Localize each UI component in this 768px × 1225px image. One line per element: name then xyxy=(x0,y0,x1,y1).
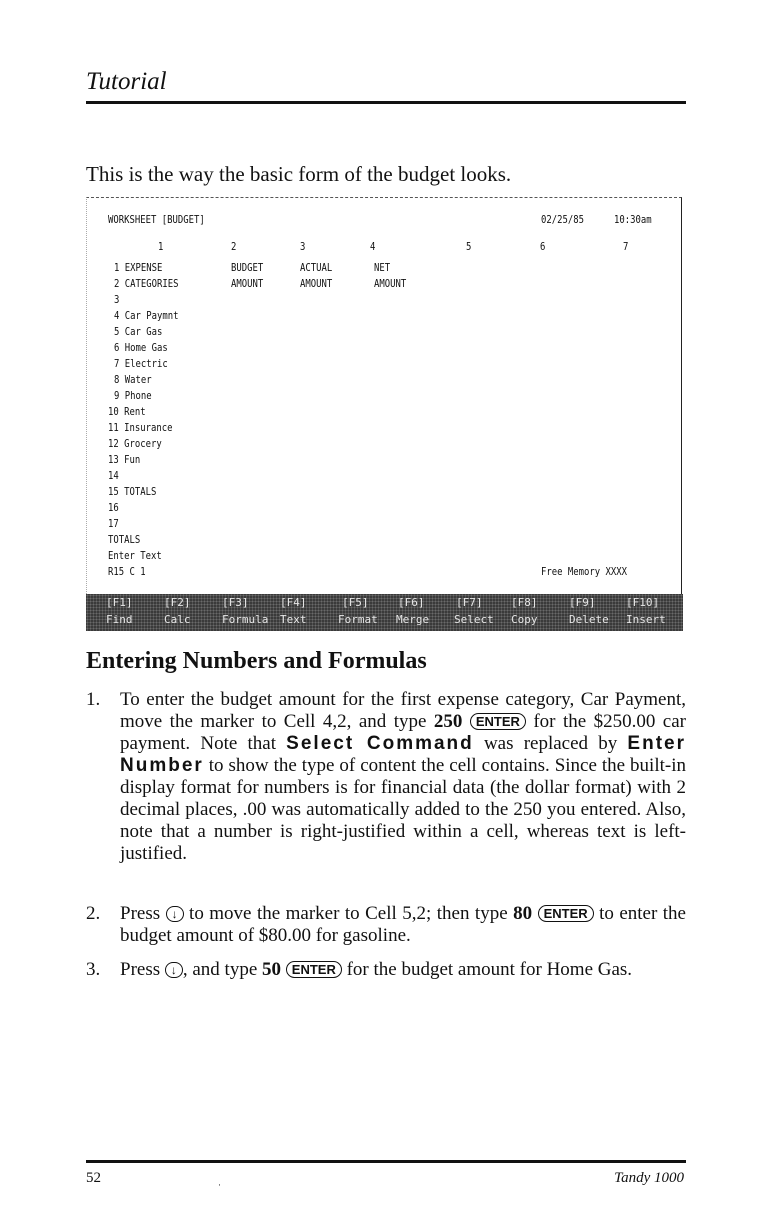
fkey-label: Text xyxy=(280,613,307,626)
step-2 xyxy=(86,903,686,947)
fkey-label: Copy xyxy=(511,613,538,626)
fkey-f1: [F1] xyxy=(106,596,133,609)
column-number: 2 xyxy=(231,241,237,253)
column-header: AMOUNT xyxy=(300,278,333,290)
fkey-f10: [F10] xyxy=(626,596,660,609)
column-number: 5 xyxy=(466,241,472,253)
section-heading: Entering Numbers and Formulas xyxy=(86,648,427,674)
row-label: 16 xyxy=(108,502,119,514)
fkey-label: Insert xyxy=(626,613,666,626)
enter-key-icon: ENTER xyxy=(286,961,342,978)
enter-key-icon: ENTER xyxy=(538,905,594,922)
row-label: 10 Rent xyxy=(108,406,146,418)
fkey-f7: [F7] xyxy=(456,596,483,609)
cell-reference: R15 C 1 xyxy=(108,566,146,578)
footer-brand: Tandy 1000 xyxy=(614,1170,684,1186)
row-label: 5 Car Gas xyxy=(114,326,163,338)
column-number: 3 xyxy=(300,241,306,253)
fkey-f8: [F8] xyxy=(511,596,538,609)
row-label: 17 xyxy=(108,518,119,530)
row-label: 9 Phone xyxy=(114,390,152,402)
step-number: 2. xyxy=(86,903,101,924)
fkey-f4: [F4] xyxy=(280,596,307,609)
row-label: 1 EXPENSE xyxy=(114,262,163,274)
column-number: 7 xyxy=(623,241,629,253)
worksheet-screen xyxy=(86,197,684,633)
header-rule xyxy=(86,101,686,104)
fkey-f2: [F2] xyxy=(164,596,191,609)
row-label: 8 Water xyxy=(114,374,152,386)
column-number: 6 xyxy=(540,241,546,253)
fkey-label: Formula xyxy=(222,613,269,626)
fkey-label: Calc xyxy=(164,613,191,626)
step-text: To enter the budget amount for the first expense category, Car Payment, move the marker to Cell 4,2, and type 250 ENTER for the $250.00 car payment. Note that Select Command was replaced by Enter Number to show the type of content the cell contains. Since the built-in display format for numbers is for financial data (the dollar format) with 2 decimal places, .00 was automatically added to the 250 you entered. Also, note that a number is right-justified within a cell, whereas text is left-justified. xyxy=(120,689,687,864)
status-line: TOTALS xyxy=(108,534,141,546)
row-label: 6 Home Gas xyxy=(114,342,168,354)
down-arrow-key-icon: ↓ xyxy=(166,906,184,922)
page-number: 52 xyxy=(86,1170,101,1186)
column-header: NET xyxy=(374,262,391,274)
code-text: Select Command xyxy=(286,733,474,754)
step-number: 1. xyxy=(86,689,101,710)
enter-key-icon: ENTER xyxy=(470,713,526,730)
fkey-f9: [F9] xyxy=(569,596,596,609)
fkey-label: Delete xyxy=(569,613,609,626)
print-speck: · xyxy=(218,1180,221,1190)
worksheet-time: 10:30am xyxy=(614,214,652,226)
step-number: 3. xyxy=(86,959,101,980)
function-key-bar xyxy=(86,594,683,631)
fkey-f6: [F6] xyxy=(398,596,425,609)
footer-rule xyxy=(86,1160,686,1163)
fkey-f3: [F3] xyxy=(222,596,249,609)
worksheet-date: 02/25/85 xyxy=(541,214,584,226)
mode-line: Enter Text xyxy=(108,550,162,562)
column-number: 4 xyxy=(370,241,376,253)
free-memory: Free Memory XXXX xyxy=(541,566,627,578)
row-label: 2 CATEGORIES xyxy=(114,278,179,290)
typed-value: 50 xyxy=(262,959,282,980)
running-header: Tutorial xyxy=(86,68,167,95)
row-label: 12 Grocery xyxy=(108,438,162,450)
row-label: 3 xyxy=(114,294,120,306)
step-text: Press ↓ , and type 50 ENTER for the budget amount for Home Gas. xyxy=(120,959,633,980)
fkey-label: Select xyxy=(454,613,494,626)
column-header: AMOUNT xyxy=(231,278,264,290)
column-header: AMOUNT xyxy=(374,278,407,290)
row-label: 14 xyxy=(108,470,119,482)
typed-value: 80 xyxy=(513,903,533,924)
column-number: 1 xyxy=(158,241,164,253)
worksheet-title: WORKSHEET [BUDGET] xyxy=(108,214,205,226)
step-1 xyxy=(86,689,686,887)
step-text: Press ↓ to move the marker to Cell 5,2; then type 80 ENTER to enter the budget amount of $80.00 for gasoline. xyxy=(120,903,686,946)
row-label: 11 Insurance xyxy=(108,422,173,434)
column-header: ACTUAL xyxy=(300,262,333,274)
row-label: 7 Electric xyxy=(114,358,168,370)
typed-value: 250 xyxy=(433,711,463,732)
intro-text: This is the way the basic form of the budget looks. xyxy=(86,162,512,186)
row-label: 4 Car Paymnt xyxy=(114,310,179,322)
code-text: Enter Number xyxy=(120,733,686,776)
row-label: 15 TOTALS xyxy=(108,486,157,498)
column-header: BUDGET xyxy=(231,262,264,274)
down-arrow-key-icon: ↓ xyxy=(165,962,183,978)
step-3 xyxy=(86,959,686,1003)
row-label: 13 Fun xyxy=(108,454,141,466)
fkey-label: Merge xyxy=(396,613,430,626)
fkey-f5: [F5] xyxy=(342,596,369,609)
fkey-label: Format xyxy=(338,613,378,626)
fkey-label: Find xyxy=(106,613,133,626)
screen-frame xyxy=(86,197,682,594)
